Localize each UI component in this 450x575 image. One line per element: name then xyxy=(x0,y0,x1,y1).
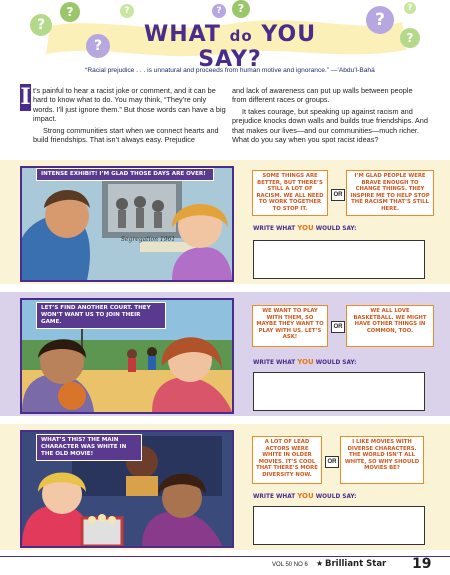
question-bubble-icon: ? xyxy=(366,6,394,34)
question-bubble-icon: ? xyxy=(404,2,416,14)
question-bubble-icon: ? xyxy=(212,4,226,18)
footer-volume: VOL 50 NO 6 xyxy=(272,562,308,568)
response-option-a-2[interactable]: WE WANT TO PLAY WITH THEM, SO MAYBE THEY WANT TO PLAY WITH US. LET’S ASK! xyxy=(252,305,328,347)
question-bubble-icon: ? xyxy=(30,14,52,36)
panel-caption-2: LET’S FIND ANOTHER COURT. THEY WON’T WANT US TO JOIN THEIR GAME. xyxy=(36,302,166,329)
or-divider: OR xyxy=(331,321,345,333)
write-prompt-2: WRITE WHAT YOU WOULD SAY: xyxy=(253,358,357,366)
magazine-name: Brilliant Star xyxy=(325,559,387,569)
question-bubble-icon: ? xyxy=(86,34,110,58)
question-bubble-icon: ? xyxy=(400,28,420,48)
or-divider: OR xyxy=(331,189,345,201)
or-divider: OR xyxy=(325,456,339,468)
intro-paragraph: Strong communities start when we connect hearts and build friendships. That isn’t always easy. Prejudice xyxy=(33,125,219,145)
intro-paragraph: t’s painful to hear a racist joke or comment, and it can be hard to know what to do. You may think, “They’re only words. I’ll just ignore them.” But those words can have a big impact. xyxy=(33,86,226,124)
response-option-a-1[interactable]: SOME THINGS ARE BETTER, BUT THERE’S STILL A LOT OF RACISM. WE ALL NEED TO WORK TOGETHER TO STOP IT. xyxy=(252,170,328,216)
question-bubble-icon: ? xyxy=(120,4,134,18)
exhibit-sign: Segregation 1961 xyxy=(120,236,176,243)
write-prompt-1: WRITE WHAT YOU WOULD SAY: xyxy=(253,224,357,232)
star-icon: ★ xyxy=(316,559,324,568)
footer-rule xyxy=(0,556,450,557)
intro-column-left xyxy=(33,86,229,146)
page-title: WHAT do YOU SAY? xyxy=(143,22,317,72)
answer-box-2[interactable] xyxy=(253,372,425,411)
intro-paragraph: and lack of awareness can put up walls between people from different races or groups. xyxy=(232,86,413,105)
panel-caption-3: WHAT’S THIS? THE MAIN CHARACTER WAS WHITE IN THE OLD MOVIE! xyxy=(36,434,142,461)
page-number: 19 xyxy=(412,556,432,572)
response-option-b-1[interactable]: I’M GLAD PEOPLE WERE BRAVE ENOUGH TO CHANGE THINGS. THEY INSPIRE ME TO HELP STOP THE RACISM THAT’S STILL HERE. xyxy=(346,170,434,216)
quote: “Racial prejudice . . . is unnatural and proceeds from human motive and ignorance.” —‘Abdu’l-Bahá xyxy=(85,67,375,74)
write-prompt-3: WRITE WHAT YOU WOULD SAY: xyxy=(253,492,357,500)
intro-paragraph: It takes courage, but speaking up against racism and prejudice knocks down walls and builds true friendships. And that makes our lives—and our communities—much richer. What do you say when you spot racist ideas? xyxy=(232,106,428,145)
drop-cap: I xyxy=(20,84,31,110)
response-option-b-2[interactable]: WE ALL LOVE BASKETBALL. WE MIGHT HAVE OTHER THINGS IN COMMON, TOO. xyxy=(346,305,434,347)
question-bubble-icon: ? xyxy=(60,2,80,22)
answer-box-3[interactable] xyxy=(253,506,425,545)
panel-caption-1: INTENSE EXHIBIT! I’M GLAD THOSE DAYS ARE OVER! xyxy=(36,168,214,181)
comic-panel-1 xyxy=(20,166,234,282)
response-option-b-3[interactable]: I LIKE MOVIES WITH DIVERSE CHARACTERS. THE WORLD ISN’T ALL WHITE, SO WHY SHOULD MOVIES BE? xyxy=(340,436,424,484)
response-option-a-3[interactable]: A LOT OF LEAD ACTORS WERE WHITE IN OLDER MOVIES. IT’S COOL THAT THERE’S MORE DIVERSITY NOW. xyxy=(252,436,322,484)
answer-box-1[interactable] xyxy=(253,240,425,279)
intro-column-right xyxy=(232,86,428,146)
question-bubble-icon: ? xyxy=(232,0,250,18)
